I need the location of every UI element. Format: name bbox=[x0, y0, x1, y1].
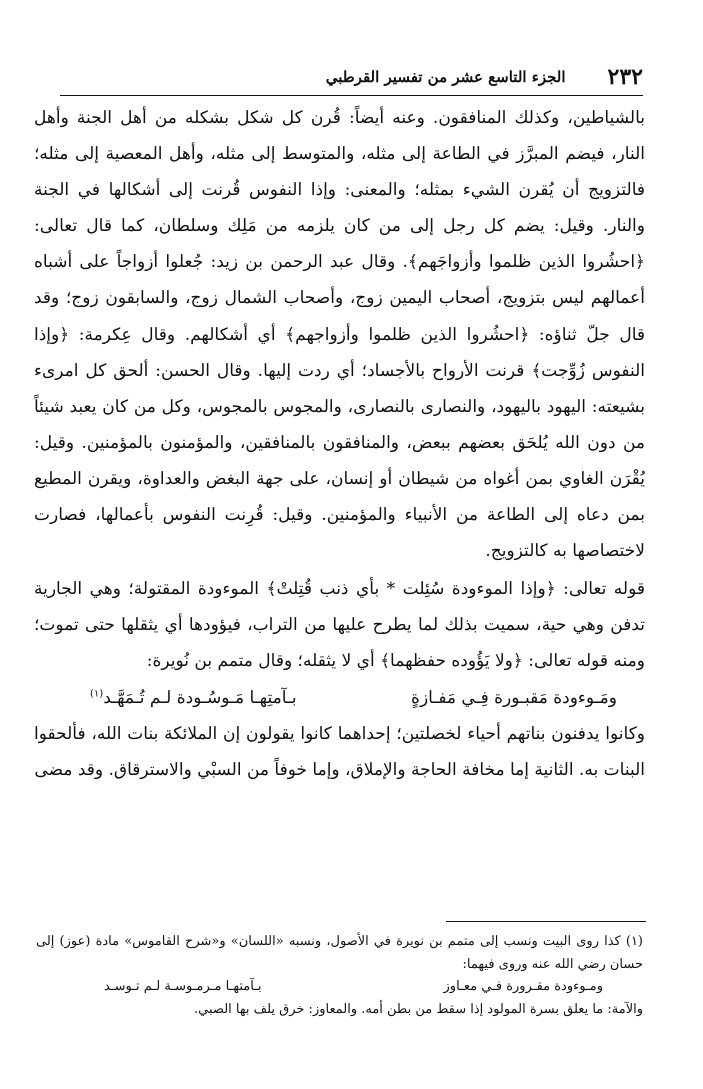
footnote-divider bbox=[446, 921, 646, 922]
poetry-verse bbox=[34, 680, 645, 716]
page-number: ٢٣٢ bbox=[607, 64, 643, 90]
footnote-text: (١) كذا روى البيت ونسب إلى متمم بن نويرة في الأصول، ونسبه «اللسان» و«شرح القاموس» مادة (عوز) إلى حسان رضي الله عنه وروى فيهما: bbox=[36, 934, 643, 972]
main-text bbox=[34, 100, 645, 788]
running-title: الجزء التاسع عشر من تفسير القرطبي bbox=[325, 68, 566, 86]
header-divider bbox=[60, 95, 643, 96]
verse-second-hemistich bbox=[90, 680, 297, 716]
footnote-verse-first-hemistich: ومـوءودة مقـرورة فـي معـاوز bbox=[443, 979, 603, 994]
footnote-gloss: والآمة: ما يعلق بسرة المولود إذا سقط من بطن أمه. والمعاوز: خرق يلف بها الصبي. bbox=[194, 1002, 643, 1017]
footnote-verse bbox=[36, 976, 643, 998]
paragraph: وكانوا يدفنون بناتهم أحياء لخصلتين؛ إحداهما كانوا يقولون إن الملائكة بنات الله، فألحقوا البنات به. الثانية إما مخافة الحاجة والإملاق، وإما خوفاً من السبْي والاسترقاق. وقد مضى bbox=[34, 723, 645, 780]
verse-first-hemistich: ومَـوءودة مَقبـورة فِـي مَفـازةٍ bbox=[411, 687, 617, 708]
page-header bbox=[60, 62, 643, 92]
verse-second-hemistich-text: بـآمتِهـا مَـوسُـودة لـم تُـمَهَّـد bbox=[103, 687, 297, 708]
footnotes bbox=[36, 930, 643, 1021]
footnote-verse-second-hemistich: بـآمتهـا مـرمـوسـة لـم تـوسـد bbox=[104, 979, 262, 994]
paragraph: قوله تعالى: ﴿وإذا الموءودة سُئِلت * بأي ذنب قُتِلتْ﴾ الموءودة المقتولة؛ وهي الجارية تدفن وهي حية، سميت بذلك لما يطرح عليها من التراب، فيؤودها أي يثقلها حتى تموت؛ ومنه قوله تعالى: ﴿ولا يَؤُوده حفظهما﴾ أي لا يثقله؛ وقال متمم بن نُويرة: bbox=[34, 579, 645, 672]
paragraph: بالشياطين، وكذلك المنافقون. وعنه أيضاً: قُرن كل شكل بشكله من أهل الجنة وأهل النار، فيضم المبرَّز في الطاعة إلى مثله، والمتوسط إلى مثله، وأهل المعصية إلى مثله؛ فالتزويج أن يُقرن الشيء بمثله؛ والمعنى: وإذا النفوس قُرنت إلى أشكالها في الجنة والنار. وقيل: يضم كل رجل إلى من كان يلزمه من مَلِك وسلطان، كما قال تعالى: ﴿احشُروا الذين ظلموا وأزواجَهم﴾. وقال عبد الرحمن بن زيد: جُعلوا أزواجاً على أشباه أعمالهم ليس بتزويج، أصحاب اليمين زوج، وأصحاب الشمال زوج، والسابقون زوج؛ وقد قال جلّ ثناؤه: ﴿احشُروا الذين ظلموا وأزواجهم﴾ أي أشكالهم. وقال عِكرمة: ﴿وإذا النفوس زُوِّجت﴾ قرنت الأرواح بالأجساد؛ أي ردت إليها. وقال الحسن: ألحق كل امرىء بشيعته: اليهود باليهود، والنصارى بالنصارى، والمجوس بالمجوس، وكل من كان يعبد شيئاً من دون الله يُلحَق بعضهم ببعض، والمنافقون بالمنافقين، والمؤمنون بالمؤمنين. وقيل: يُقْرَن الغاوي بمن أغواه من شيطان أو إنسان، على جهة البغض والعداوة، ويقرن المطيع بمن دعاه إلى الطاعة من الأنبياء والمؤمنين. وقيل: قُرِنت النفوس بأعمالها، فصارت لاختصاصها به كالتزويج. bbox=[34, 108, 645, 562]
footnote-reference[interactable]: (١) bbox=[90, 687, 104, 699]
